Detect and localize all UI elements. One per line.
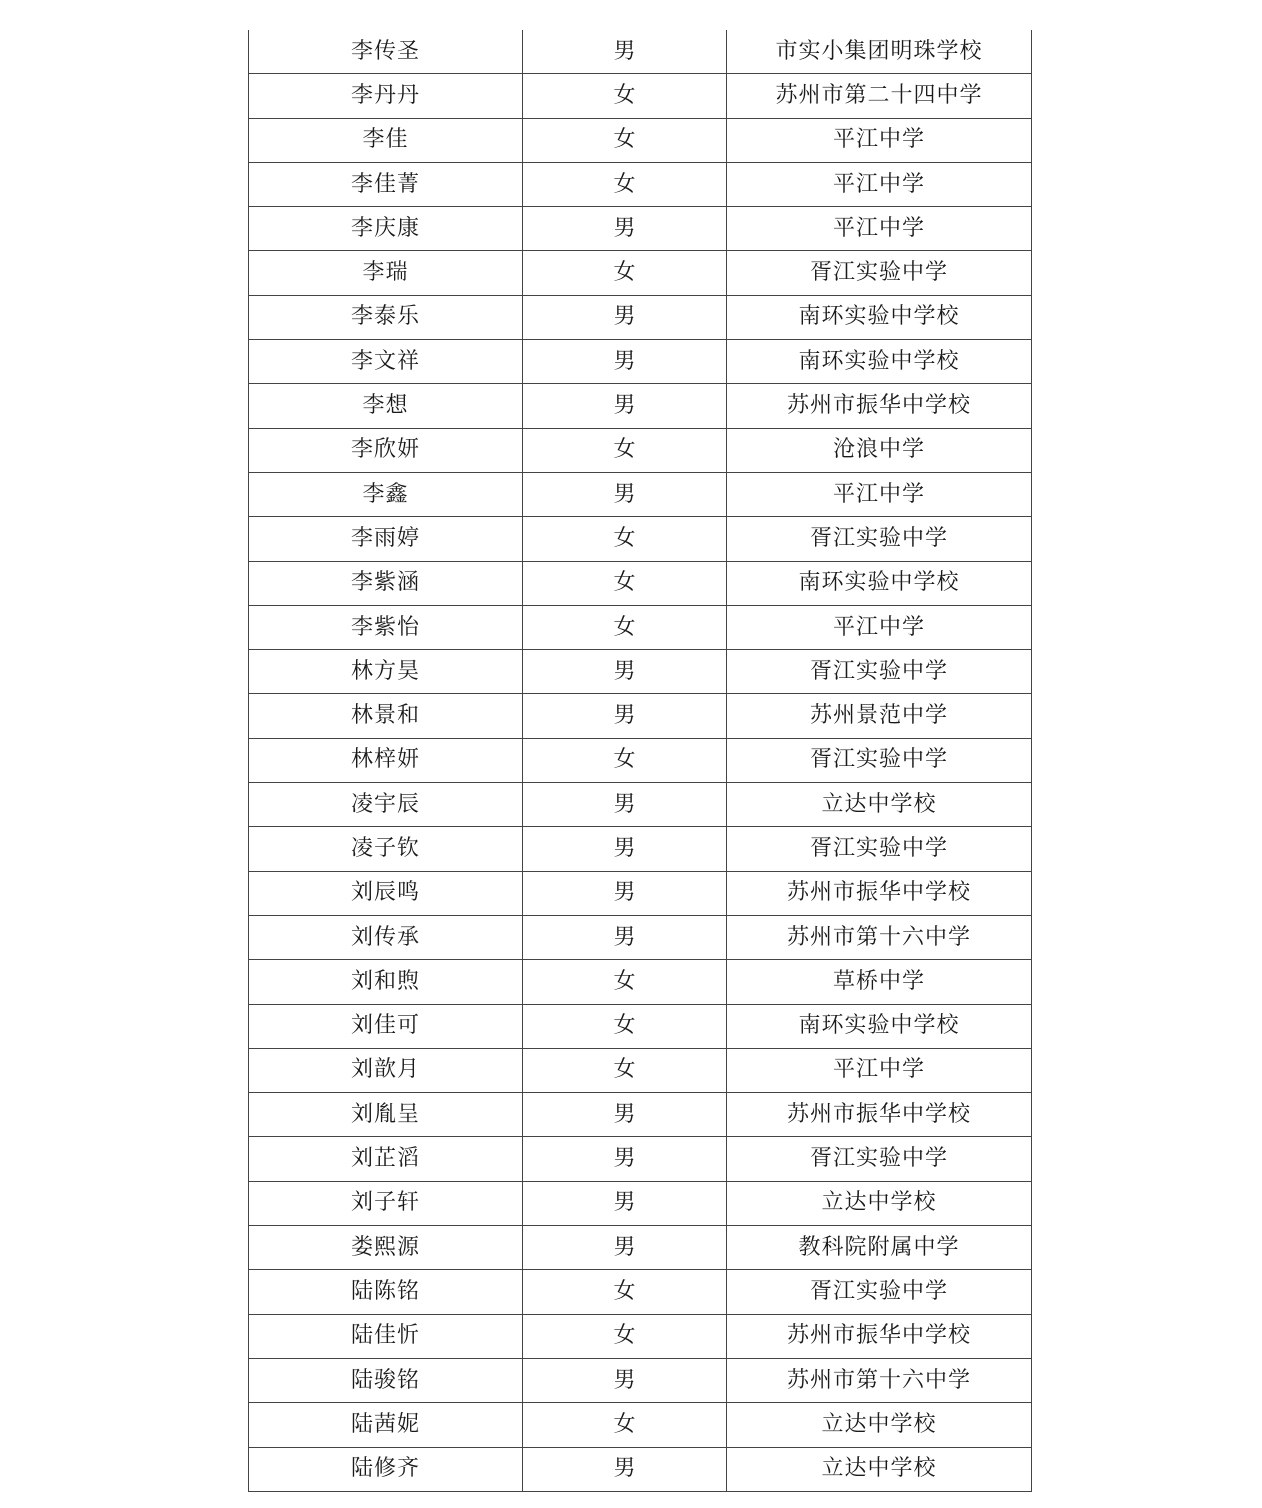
table-row xyxy=(249,960,1032,1004)
gender-cell: 男 xyxy=(523,1447,727,1491)
table-row xyxy=(249,827,1032,871)
student-name-cell: 李丹丹 xyxy=(249,74,523,118)
student-name-cell: 凌子钦 xyxy=(249,827,523,871)
school-cell: 苏州市振华中学校 xyxy=(727,1314,1032,1358)
table-row xyxy=(249,472,1032,516)
school-cell: 胥江实验中学 xyxy=(727,251,1032,295)
table-row xyxy=(249,915,1032,959)
gender-cell: 男 xyxy=(523,472,727,516)
table-row xyxy=(249,118,1032,162)
student-name-cell: 李泰乐 xyxy=(249,295,523,339)
table-row xyxy=(249,605,1032,649)
table-row xyxy=(249,694,1032,738)
student-name-cell: 李紫涵 xyxy=(249,561,523,605)
student-name-cell: 凌宇辰 xyxy=(249,783,523,827)
gender-cell: 女 xyxy=(523,1403,727,1447)
student-name-cell: 娄熙源 xyxy=(249,1226,523,1270)
school-cell: 苏州景范中学 xyxy=(727,694,1032,738)
school-cell: 苏州市第二十四中学 xyxy=(727,74,1032,118)
school-cell: 教科院附属中学 xyxy=(727,1226,1032,1270)
table-row xyxy=(249,783,1032,827)
table-row xyxy=(249,295,1032,339)
school-cell: 南环实验中学校 xyxy=(727,561,1032,605)
student-name-cell: 李瑞 xyxy=(249,251,523,295)
gender-cell: 男 xyxy=(523,650,727,694)
school-cell: 苏州市振华中学校 xyxy=(727,384,1032,428)
gender-cell: 女 xyxy=(523,517,727,561)
student-name-cell: 林方昊 xyxy=(249,650,523,694)
student-name-cell: 刘子轩 xyxy=(249,1181,523,1225)
table-row xyxy=(249,1358,1032,1402)
school-cell: 平江中学 xyxy=(727,1048,1032,1092)
table-row xyxy=(249,1093,1032,1137)
gender-cell: 男 xyxy=(523,1358,727,1402)
student-name-cell: 林梓妍 xyxy=(249,738,523,782)
student-name-cell: 刘辰鸣 xyxy=(249,871,523,915)
roster-body xyxy=(249,30,1032,1491)
gender-cell: 女 xyxy=(523,1048,727,1092)
student-name-cell: 刘歆月 xyxy=(249,1048,523,1092)
gender-cell: 男 xyxy=(523,694,727,738)
gender-cell: 男 xyxy=(523,1181,727,1225)
gender-cell: 男 xyxy=(523,871,727,915)
gender-cell: 男 xyxy=(523,1093,727,1137)
table-row xyxy=(249,1270,1032,1314)
school-cell: 沧浪中学 xyxy=(727,428,1032,472)
student-name-cell: 李欣妍 xyxy=(249,428,523,472)
table-row xyxy=(249,1048,1032,1092)
student-name-cell: 刘传承 xyxy=(249,915,523,959)
gender-cell: 女 xyxy=(523,605,727,649)
student-roster-table xyxy=(248,30,1032,1492)
school-cell: 南环实验中学校 xyxy=(727,295,1032,339)
school-cell: 胥江实验中学 xyxy=(727,517,1032,561)
gender-cell: 男 xyxy=(523,1226,727,1270)
table-row xyxy=(249,207,1032,251)
table-row xyxy=(249,1137,1032,1181)
school-cell: 市实小集团明珠学校 xyxy=(727,30,1032,74)
school-cell: 平江中学 xyxy=(727,162,1032,206)
student-name-cell: 李传圣 xyxy=(249,30,523,74)
student-name-cell: 陆佳忻 xyxy=(249,1314,523,1358)
school-cell: 胥江实验中学 xyxy=(727,1270,1032,1314)
table-row xyxy=(249,428,1032,472)
student-name-cell: 李佳菁 xyxy=(249,162,523,206)
school-cell: 苏州市第十六中学 xyxy=(727,1358,1032,1402)
gender-cell: 女 xyxy=(523,738,727,782)
table-row xyxy=(249,1403,1032,1447)
gender-cell: 男 xyxy=(523,827,727,871)
school-cell: 立达中学校 xyxy=(727,1403,1032,1447)
school-cell: 南环实验中学校 xyxy=(727,1004,1032,1048)
gender-cell: 男 xyxy=(523,340,727,384)
table-row xyxy=(249,1226,1032,1270)
student-name-cell: 李鑫 xyxy=(249,472,523,516)
school-cell: 立达中学校 xyxy=(727,1447,1032,1491)
student-name-cell: 陆陈铭 xyxy=(249,1270,523,1314)
table-row xyxy=(249,561,1032,605)
student-name-cell: 刘佳可 xyxy=(249,1004,523,1048)
gender-cell: 女 xyxy=(523,118,727,162)
table-row xyxy=(249,1181,1032,1225)
school-cell: 南环实验中学校 xyxy=(727,340,1032,384)
table-row xyxy=(249,30,1032,74)
table-row xyxy=(249,1314,1032,1358)
school-cell: 平江中学 xyxy=(727,472,1032,516)
school-cell: 胥江实验中学 xyxy=(727,1137,1032,1181)
school-cell: 胥江实验中学 xyxy=(727,827,1032,871)
school-cell: 平江中学 xyxy=(727,118,1032,162)
table-row xyxy=(249,738,1032,782)
gender-cell: 男 xyxy=(523,783,727,827)
gender-cell: 男 xyxy=(523,1137,727,1181)
school-cell: 苏州市第十六中学 xyxy=(727,915,1032,959)
school-cell: 平江中学 xyxy=(727,605,1032,649)
student-name-cell: 李雨婷 xyxy=(249,517,523,561)
student-name-cell: 李庆康 xyxy=(249,207,523,251)
table-row xyxy=(249,384,1032,428)
student-name-cell: 林景和 xyxy=(249,694,523,738)
school-cell: 胥江实验中学 xyxy=(727,650,1032,694)
gender-cell: 女 xyxy=(523,561,727,605)
school-cell: 平江中学 xyxy=(727,207,1032,251)
table-row xyxy=(249,871,1032,915)
school-cell: 苏州市振华中学校 xyxy=(727,871,1032,915)
gender-cell: 男 xyxy=(523,207,727,251)
gender-cell: 女 xyxy=(523,74,727,118)
table-row xyxy=(249,340,1032,384)
table-row xyxy=(249,162,1032,206)
gender-cell: 女 xyxy=(523,428,727,472)
student-name-cell: 陆修齐 xyxy=(249,1447,523,1491)
school-cell: 苏州市振华中学校 xyxy=(727,1093,1032,1137)
student-name-cell: 陆骏铭 xyxy=(249,1358,523,1402)
table-row xyxy=(249,1004,1032,1048)
table-row xyxy=(249,251,1032,295)
student-name-cell: 陆茜妮 xyxy=(249,1403,523,1447)
gender-cell: 男 xyxy=(523,384,727,428)
table-row xyxy=(249,74,1032,118)
table-row xyxy=(249,1447,1032,1491)
student-name-cell: 李紫怡 xyxy=(249,605,523,649)
gender-cell: 男 xyxy=(523,30,727,74)
gender-cell: 男 xyxy=(523,915,727,959)
gender-cell: 女 xyxy=(523,1314,727,1358)
school-cell: 胥江实验中学 xyxy=(727,738,1032,782)
gender-cell: 女 xyxy=(523,1270,727,1314)
gender-cell: 女 xyxy=(523,251,727,295)
student-name-cell: 李文祥 xyxy=(249,340,523,384)
gender-cell: 女 xyxy=(523,162,727,206)
student-name-cell: 李想 xyxy=(249,384,523,428)
table-row xyxy=(249,650,1032,694)
school-cell: 草桥中学 xyxy=(727,960,1032,1004)
student-name-cell: 刘胤呈 xyxy=(249,1093,523,1137)
school-cell: 立达中学校 xyxy=(727,1181,1032,1225)
table-row xyxy=(249,517,1032,561)
student-name-cell: 刘芷滔 xyxy=(249,1137,523,1181)
school-cell: 立达中学校 xyxy=(727,783,1032,827)
gender-cell: 男 xyxy=(523,295,727,339)
student-name-cell: 刘和煦 xyxy=(249,960,523,1004)
gender-cell: 女 xyxy=(523,1004,727,1048)
student-name-cell: 李佳 xyxy=(249,118,523,162)
gender-cell: 女 xyxy=(523,960,727,1004)
